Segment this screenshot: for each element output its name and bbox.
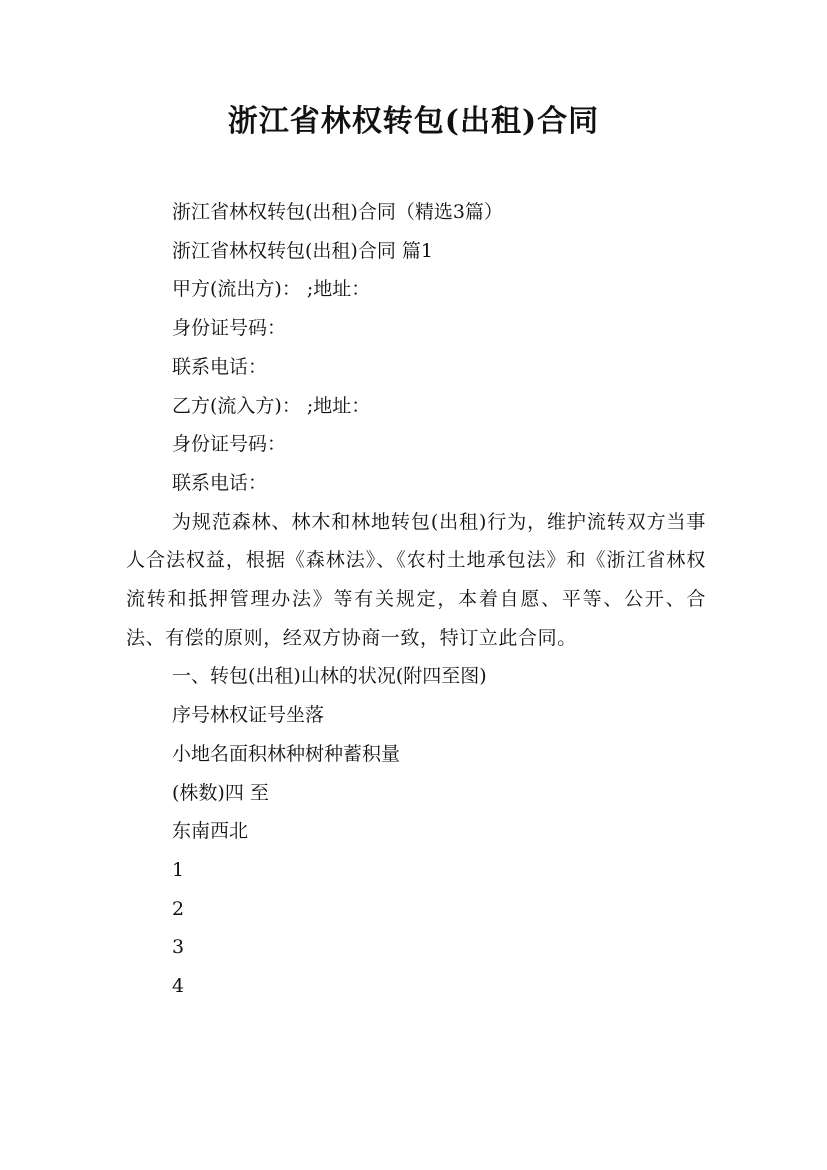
table-header-row-2: 小地名面积林种树种蓄积量 <box>172 742 401 765</box>
table-row-number: 3 <box>172 936 185 959</box>
table-header-row-4: 东南西北 <box>172 820 249 843</box>
document-title: 浙江省林权转包(出租)合同 <box>227 104 600 139</box>
subtitle-line: 浙江省林权转包(出租)合同（精选3篇） <box>172 201 503 223</box>
party-b-phone: 联系电话： <box>172 471 268 494</box>
table-row-number: 4 <box>172 975 185 998</box>
clause-one-heading: 一、转包(出租)山林的状况(附四至图) <box>172 665 487 688</box>
section-heading: 浙江省林权转包(出租)合同 篇1 <box>172 239 433 262</box>
table-row-number: 1 <box>172 858 185 881</box>
table-row-number: 2 <box>172 897 185 920</box>
party-b-address: 乙方(流入方)： ;地址： <box>172 394 371 417</box>
table-header-row-3: (株数)四 至 <box>172 781 269 804</box>
party-a-id-number: 身份证号码： <box>172 317 287 340</box>
party-b-id-number: 身份证号码： <box>172 433 287 456</box>
document-body <box>126 193 706 1006</box>
table-header-row-1: 序号林权证号坐落 <box>172 704 325 727</box>
party-a-phone: 联系电话： <box>172 355 268 378</box>
preamble-paragraph: 为规范森林、林木和林地转包(出租)行为，维护流转双方当事人合法权益，根据《森林法》、《农村土地承包法》和《浙江省林权流转和抵押管理办法》等有关规定，本着自愿、平等、公开、合法、有偿的原则，经双方协商一致，特订立此合同。 <box>126 510 706 649</box>
party-a-address: 甲方(流出方)： ;地址： <box>172 278 371 301</box>
